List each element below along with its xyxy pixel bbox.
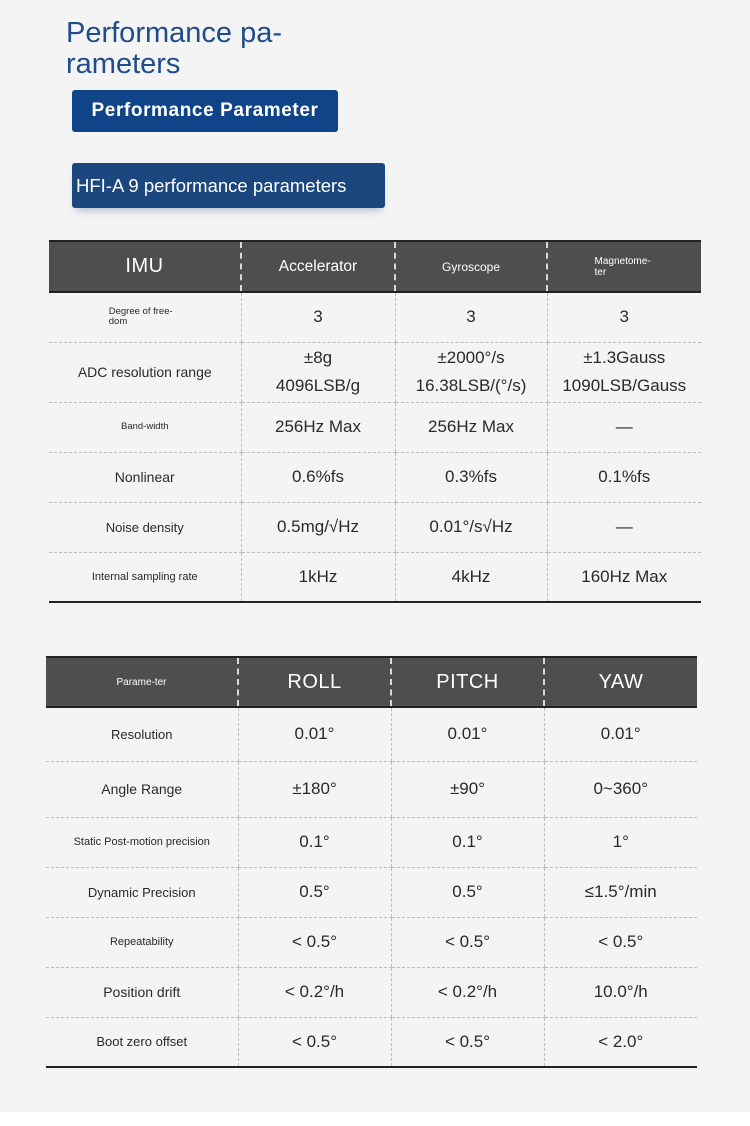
page-title: Performance pa-rameters — [66, 17, 282, 80]
table-cell: < 0.5° — [238, 1017, 391, 1067]
section-subtitle: HFI-A 9 performance parameters — [72, 163, 385, 208]
table-row — [46, 707, 697, 761]
header-gyroscope: Gyroscope — [395, 241, 547, 292]
table-row — [46, 917, 697, 967]
table-cell: < 0.5° — [391, 917, 544, 967]
table-cell: 3 — [395, 292, 547, 342]
row-label: Nonlinear — [49, 452, 241, 502]
table-cell: 160Hz Max — [547, 552, 701, 602]
table-row — [49, 502, 701, 552]
table-cell: 3 — [547, 292, 701, 342]
table-cell: 0.1° — [238, 817, 391, 867]
table-cell: 0.01°/s√Hz — [395, 502, 547, 552]
table-cell: 0.5° — [238, 867, 391, 917]
table-cell: < 2.0° — [544, 1017, 697, 1067]
row-label: Angle Range — [46, 761, 238, 817]
table-cell: < 0.5° — [544, 917, 697, 967]
table-row — [46, 817, 697, 867]
row-label: Internal sampling rate — [49, 552, 241, 602]
imu-spec-table — [49, 240, 701, 603]
table-row — [49, 402, 701, 452]
table-cell: ±8g 4096LSB/g — [241, 342, 395, 402]
table-cell: 0.01° — [544, 707, 697, 761]
row-label: Noise density — [49, 502, 241, 552]
table-row — [49, 552, 701, 602]
table-cell: < 0.2°/h — [238, 967, 391, 1017]
row-label: Position drift — [46, 967, 238, 1017]
table-cell: 1kHz — [241, 552, 395, 602]
table-cell: ±2000°/s 16.38LSB/(°/s) — [395, 342, 547, 402]
table-cell: 10.0°/h — [544, 967, 697, 1017]
table-cell: 0.5° — [391, 867, 544, 917]
table-cell: 0.01° — [391, 707, 544, 761]
table-row — [49, 342, 701, 402]
table-cell: — — [547, 402, 701, 452]
table-cell: 1° — [544, 817, 697, 867]
table-cell: ±1.3Gauss 1090LSB/Gauss — [547, 342, 701, 402]
table-cell: 0.1° — [391, 817, 544, 867]
row-label: Resolution — [46, 707, 238, 761]
row-label: Dynamic Precision — [46, 867, 238, 917]
row-label: Degree of free-dom — [49, 292, 241, 342]
table-cell: 0.01° — [238, 707, 391, 761]
header-magnetometer: Magnetome-ter — [547, 241, 701, 292]
table-row — [46, 1017, 697, 1067]
header-parameter: Parame-ter — [46, 657, 238, 707]
header-yaw: YAW — [544, 657, 697, 707]
table-row — [49, 292, 701, 342]
table-cell: 0~360° — [544, 761, 697, 817]
table-cell: ±90° — [391, 761, 544, 817]
table-header-row — [46, 657, 697, 707]
header-pitch: PITCH — [391, 657, 544, 707]
table-cell: ≤1.5°/min — [544, 867, 697, 917]
table-cell: 0.3%fs — [395, 452, 547, 502]
table-cell: ±180° — [238, 761, 391, 817]
table-row — [49, 452, 701, 502]
angle-spec-table — [46, 656, 697, 1068]
row-label: Boot zero offset — [46, 1017, 238, 1067]
table-cell: 0.6%fs — [241, 452, 395, 502]
header-imu: IMU — [49, 241, 241, 292]
row-label: Band-width — [49, 402, 241, 452]
table-cell: — — [547, 502, 701, 552]
page-footer-band — [0, 1112, 750, 1126]
table-cell: < 0.2°/h — [391, 967, 544, 1017]
table-cell: < 0.5° — [238, 917, 391, 967]
table-cell: 256Hz Max — [241, 402, 395, 452]
table-row — [46, 967, 697, 1017]
row-label: Repeatability — [46, 917, 238, 967]
table-row — [46, 761, 697, 817]
table-cell: 0.1%fs — [547, 452, 701, 502]
row-label: Static Post-motion precision — [46, 817, 238, 867]
table-cell: 256Hz Max — [395, 402, 547, 452]
table-cell: 0.5mg/√Hz — [241, 502, 395, 552]
table-cell: < 0.5° — [391, 1017, 544, 1067]
table-cell: 3 — [241, 292, 395, 342]
table-row — [46, 867, 697, 917]
section-badge: Performance Parameter — [72, 90, 338, 132]
table-header-row — [49, 241, 701, 292]
row-label: ADC resolution range — [49, 342, 241, 402]
header-accelerator: Accelerator — [241, 241, 395, 292]
table-cell: 4kHz — [395, 552, 547, 602]
header-roll: ROLL — [238, 657, 391, 707]
